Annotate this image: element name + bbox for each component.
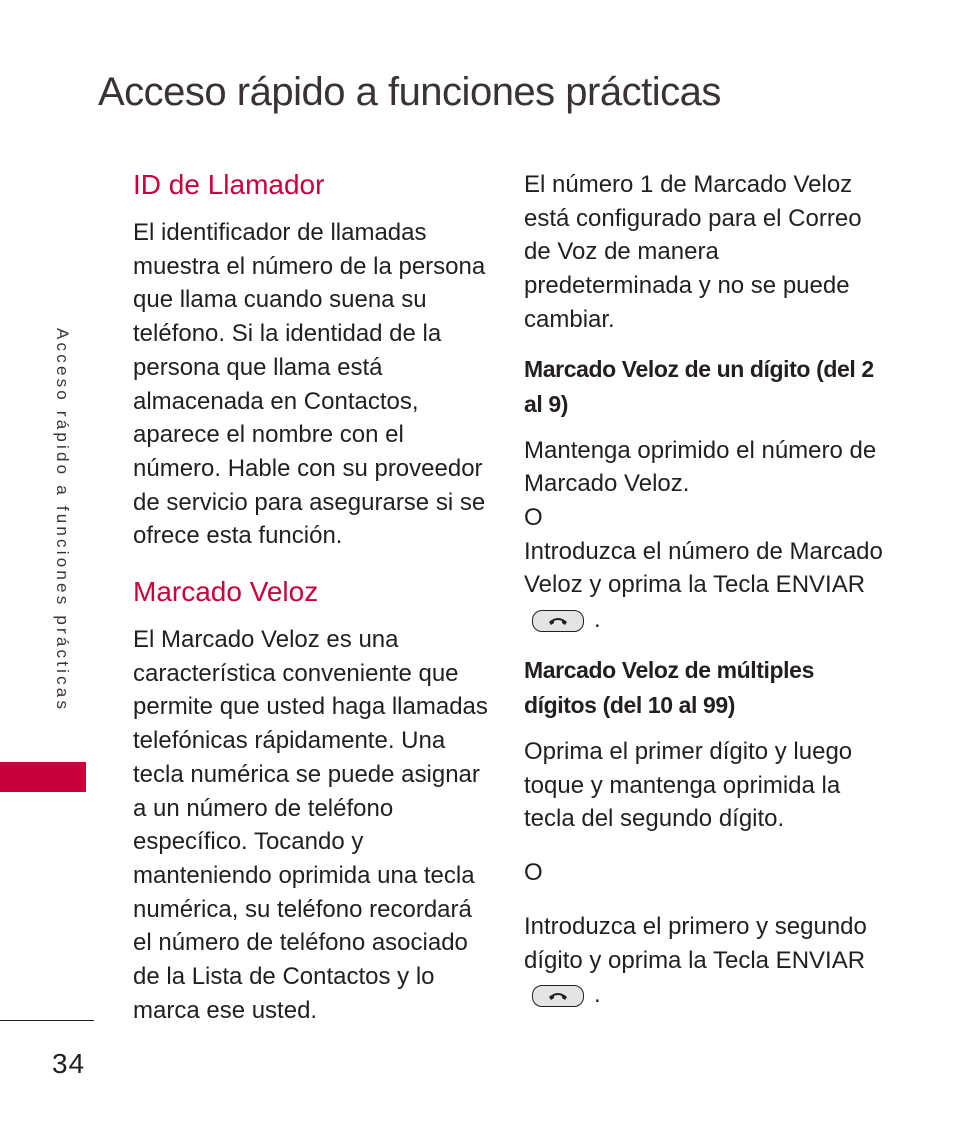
single-digit-heading: Marcado Veloz de un dígito (del 2 al 9) (524, 355, 874, 417)
right-column (524, 168, 884, 1013)
multi-digit-heading: Marcado Veloz de múltiples dígitos (del 10 al 99) (524, 657, 814, 719)
footer-rule (0, 1020, 94, 1021)
single-digit-line2 (524, 535, 884, 602)
single-digit-or: O (524, 503, 543, 531)
caller-id-heading: ID de Llamador (133, 169, 325, 200)
multi-digit-period: . (594, 981, 601, 1009)
caller-id-body: El identificador de llamadas muestra el número de la persona que llama cuando suena su teléfono. Si la identidad de la persona que llama está almacenada en Contactos, aparece el nombre con el número. Hable con su proveedor de servicio para asegurarse si se ofrece esta función. (133, 219, 486, 550)
left-column (133, 168, 493, 1027)
single-digit-key-line (524, 602, 884, 638)
speed-dial-intro: El número 1 de Marcado Veloz está configurado para el Correo de Voz de manera predeterminada y no se puede cambiar. (524, 171, 862, 333)
multi-digit-line2: Introduzca el primero y segundo dígito y oprima la Tecla ENVIAR (524, 912, 867, 974)
speed-dial-heading: Marcado Veloz (133, 576, 319, 608)
single-digit-line1: Mantenga oprimido el número de Marcado Veloz. (524, 436, 877, 498)
single-digit-line2-text: Introduzca el número de Marcado Veloz y oprima la Tecla ENVIAR (524, 537, 883, 599)
multi-digit-or: O (524, 859, 543, 887)
send-key-icon (532, 610, 584, 632)
send-key-icon (532, 985, 584, 1007)
side-tab-label: Acceso rápido a funciones prácticas (53, 328, 72, 713)
multi-digit-line1: Oprima el primer dígito y luego toque y mantenga oprimida la tecla del segundo dígito. (524, 738, 853, 833)
side-tab-marker (0, 762, 86, 792)
single-digit-period: . (594, 606, 601, 634)
speed-dial-body: El Marcado Veloz es una característica conveniente que permite que usted haga llamadas telefónicas rápidamente. Una tecla numérica se puede asignar a un número de teléfono específico. Tocando y manteniendo oprimida una tecla numérica, su teléfono recordará el número de teléfono asociado de la Lista de Contactos y lo marca ese usted. (133, 626, 488, 1024)
page-title: Acceso rápido a funciones prácticas (98, 70, 721, 114)
page-number: 34 (52, 1048, 86, 1079)
multi-digit-key-line (524, 977, 884, 1013)
